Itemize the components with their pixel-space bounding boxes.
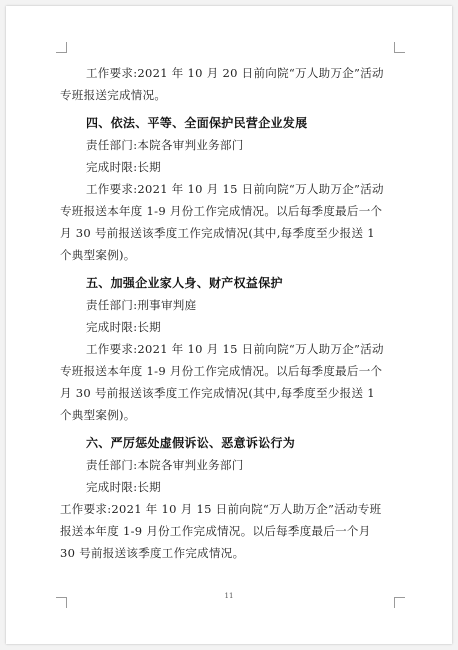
requirement-line: 工作要求:2021 年 10 月 15 日前向院“万人助万企”活动	[86, 182, 384, 196]
requirement-line: 个典型案例)。	[60, 248, 136, 262]
requirement-line: 工作要求:2021 年 10 月 15 日前向院“万人助万企”活动专班	[60, 502, 382, 516]
page-number: 11	[224, 592, 234, 600]
completion-deadline: 完成时限:长期	[86, 160, 161, 174]
requirement-line: 专班报送完成情况。	[60, 88, 167, 102]
responsible-department: 责任部门:刑事审判庭	[86, 298, 197, 312]
section-heading-5: 五、加强企业家人身、财产权益保护	[86, 276, 283, 290]
requirement-line: 个典型案例)。	[60, 408, 136, 422]
document-body	[60, 62, 410, 564]
crop-mark-top-left	[56, 42, 67, 53]
requirement-line: 专班报送本年度 1-9 月份工作完成情况。以后每季度最后一个	[60, 204, 383, 218]
requirement-line: 30 号前报送该季度工作完成情况。	[60, 546, 245, 560]
requirement-line: 月 30 号前报送该季度工作完成情况(其中,每季度至少报送 1	[60, 226, 375, 240]
requirement-line: 报送本年度 1-9 月份工作完成情况。以后每季度最后一个月	[60, 524, 371, 538]
crop-mark-top-right	[394, 42, 405, 53]
section-heading-6: 六、严厉惩处虚假诉讼、恶意诉讼行为	[86, 436, 296, 450]
requirement-line: 工作要求:2021 年 10 月 20 日前向院“万人助万企”活动	[86, 66, 384, 80]
document-page	[6, 6, 452, 644]
requirement-line: 工作要求:2021 年 10 月 15 日前向院“万人助万企”活动	[86, 342, 384, 356]
responsible-department: 责任部门:本院各审判业务部门	[86, 138, 244, 152]
requirement-line: 专班报送本年度 1-9 月份工作完成情况。以后每季度最后一个	[60, 364, 383, 378]
completion-deadline: 完成时限:长期	[86, 320, 161, 334]
section-heading-4: 四、依法、平等、全面保护民营企业发展	[86, 116, 308, 130]
completion-deadline: 完成时限:长期	[86, 480, 161, 494]
responsible-department: 责任部门:本院各审判业务部门	[86, 458, 244, 472]
requirement-line: 月 30 号前报送该季度工作完成情况(其中,每季度至少报送 1	[60, 386, 375, 400]
